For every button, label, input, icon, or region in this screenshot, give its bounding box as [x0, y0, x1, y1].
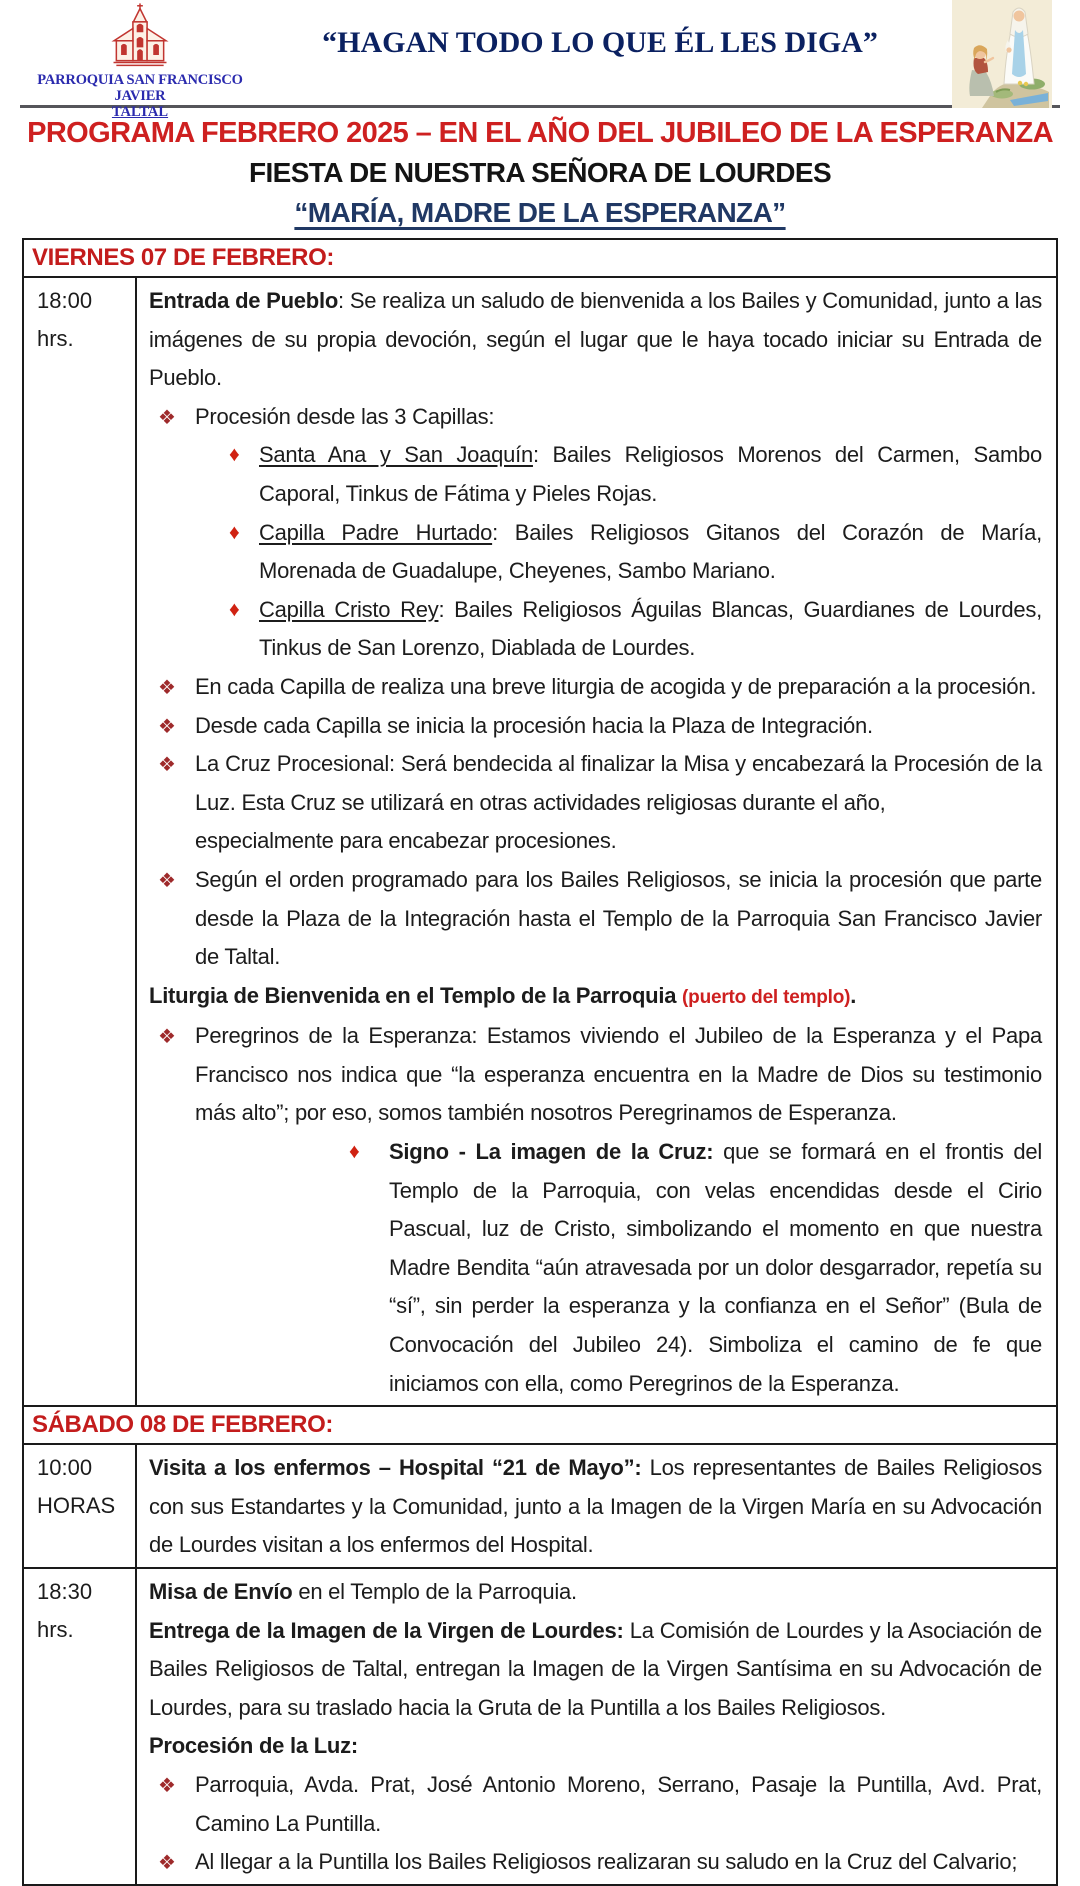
title-block: [0, 108, 1080, 233]
event-time-cell: [23, 1568, 136, 1885]
program-title: PROGRAMA FEBRERO 2025 – EN EL AÑO DEL JUBILEO DE LA ESPERANZA: [27, 117, 1053, 149]
body-text: Parroquia, Avda. Prat, José Antonio Moreno, Serrano, Pasaje la Puntilla, Avd. Prat, Camino La Puntilla.: [195, 1771, 1042, 1836]
paragraph: [149, 1449, 1042, 1565]
event-content-cell: [136, 277, 1057, 1406]
event-content-cell: [136, 1568, 1057, 1885]
bold-text: Entrada de Pueblo: [149, 288, 339, 313]
paragraph: [149, 282, 1042, 398]
bullet-item: [149, 861, 1042, 977]
diamond-bullet-icon: ♦: [229, 443, 240, 467]
bold-text: Misa de Envío: [149, 1579, 293, 1604]
body-text: Al llegar a la Puntilla los Bailes Religiosos realizaran su saludo en la Cruz del Calvario;: [195, 1849, 1018, 1875]
parish-city: TALTAL: [111, 104, 169, 120]
church-icon: [111, 2, 169, 72]
underlined-text: Santa Ana y San Joaquín: [259, 442, 533, 468]
schedule-body: [23, 239, 1057, 1885]
diamond-bullet-icon: ♦: [229, 520, 240, 544]
body-text: Peregrinos de la Esperanza: Estamos viviendo el Jubileo de la Esperanza y el Papa Francisco nos indica que “la esperanza encuentra en la Madre de Dios su testimonio más alto”; por eso, somos también nosotros Peregrinamos de Esperanza.: [195, 1023, 1042, 1126]
day-header-row: [23, 239, 1057, 277]
four-diamond-bullet-icon: ❖: [158, 715, 176, 738]
event-time-cell: [23, 1444, 136, 1568]
bold-text: Signo - La imagen de la Cruz:: [389, 1139, 714, 1165]
bullet-item: [149, 398, 1042, 437]
event-row: [23, 277, 1057, 1406]
four-diamond-bullet-icon: ❖: [158, 1852, 176, 1875]
day-header-row: [23, 1406, 1057, 1444]
bullet-item: [149, 1766, 1042, 1843]
event-row: [23, 1444, 1057, 1568]
diamond-bullet-icon: ♦: [349, 1140, 360, 1164]
body-text: que se formará en el frontis del Templo de la Parroquia, con velas encendidas desde el Cirio Pascual, luz de Cristo, simbolizando el momento en que nuestra Madre Bendita “aún atravesada por un dolor desgarrador, repetía su “sí”, sin perder la esperanza y la confianza en el Señor” (Bula de Convocación del Jubileo 24). Simboliza el camino de fe que iniciamos con ella, como Peregrinos de la Esperanza.: [389, 1139, 1042, 1396]
bullet-item: [149, 707, 1042, 746]
paragraph: [149, 1612, 1042, 1728]
four-diamond-bullet-icon: ❖: [158, 754, 176, 777]
body-text: : Se realiza un saludo de bienvenida a los Bailes y Comunidad, junto a las imágenes de su propia devoción, según el lugar que le haya tocado iniciar su Entrada de Pueblo.: [149, 288, 1042, 391]
underlined-text: Capilla Cristo Rey: [259, 596, 439, 622]
bold-text: Visita a los enfermos – Hospital “21 de Mayo”:: [149, 1455, 642, 1481]
event-time-line: 18:30: [37, 1579, 93, 1604]
red-note-text: (puerto del templo): [682, 986, 851, 1008]
underlined-text: Capilla Padre Hurtado: [259, 519, 493, 545]
body-text: Desde cada Capilla se inicia la procesión hacia la Plaza de Integración.: [195, 712, 873, 738]
bullet-item: [149, 436, 1042, 513]
four-diamond-bullet-icon: ❖: [158, 676, 176, 699]
body-text: Procesión desde las 3 Capillas:: [195, 403, 495, 429]
bold-text: .: [850, 982, 857, 1008]
bullet-item: [149, 514, 1042, 591]
four-diamond-bullet-icon: ❖: [158, 1026, 176, 1049]
four-diamond-bullet-icon: ❖: [158, 869, 176, 892]
diamond-bullet-icon: ♦: [229, 597, 240, 621]
bold-text: Entrega de la Imagen de la Virgen de Lourdes:: [149, 1617, 624, 1643]
bullet-item: [149, 668, 1042, 707]
body-text: : Bailes Religiosos Morenos del Carmen, Sambo Caporal, Tinkus de Fátima y Pieles Rojas.: [259, 442, 1042, 506]
body-text: en el Templo de la Parroquia.: [292, 1579, 577, 1604]
page-header: [20, 0, 1060, 120]
event-time-line: hrs.: [37, 326, 74, 351]
event-time-line: hrs.: [37, 1617, 74, 1642]
parish-logo-block: [20, 2, 260, 121]
bullet-item: [149, 1133, 1042, 1403]
body-text: : Bailes Religiosos Gitanos del Corazón de María, Morenada de Guadalupe, Cheyenes, Sambo Mariano.: [259, 519, 1042, 584]
event-content-cell: [136, 1444, 1057, 1568]
parish-name: PARROQUIA SAN FRANCISCO JAVIER: [37, 72, 243, 104]
four-diamond-bullet-icon: ❖: [158, 1774, 176, 1797]
bullet-item: [149, 1017, 1042, 1133]
body-text: : Bailes Religiosos Águilas Blancas, Guardianes de Lourdes, Tinkus de San Lorenzo, Diablada de Lourdes.: [259, 596, 1042, 661]
body-text: especialmente para encabezar procesiones.: [195, 828, 617, 854]
body-text: Los representantes de Bailes Religiosos con sus Estandartes y la Comunidad, junto a la Imagen de la Virgen María en su Advocación de Lourdes visitan a los enfermos del Hospital.: [149, 1455, 1042, 1558]
bold-text: Procesión de la Luz:: [149, 1733, 358, 1759]
day-header-label: VIERNES 07 DE FEBRERO:: [23, 239, 1057, 277]
lema-title: “MARÍA, MADRE DE LA ESPERANZA”: [294, 197, 786, 228]
bullet-item: [149, 1843, 1042, 1882]
paragraph: [149, 1573, 1042, 1612]
motto-text: “HAGAN TODO LO QUE ÉL LES DIGA”: [322, 26, 878, 59]
bullet-item: [149, 591, 1042, 668]
event-time-line: HORAS: [37, 1493, 116, 1519]
bold-text: Liturgia de Bienvenida en el Templo de la Parroquia: [149, 982, 683, 1008]
body-text: La Cruz Procesional: Será bendecida al finalizar la Misa y encabezará la Procesión de la Luz. Esta Cruz se utilizará en otras actividades religiosas durante el año,: [195, 751, 1042, 815]
bullet-item: [149, 745, 1042, 861]
event-time-line: 18:00: [37, 288, 93, 313]
our-lady-of-lourdes-image: [952, 0, 1052, 108]
paragraph: [149, 977, 1042, 1018]
body-text: En cada Capilla de realiza una breve liturgia de acogida y de preparación a la procesión.: [195, 673, 1037, 699]
body-text: Según el orden programado para los Bailes Religiosos, se inicia la procesión que parte desde la Plaza de la Integración hasta el Templo de la Parroquia San Francisco Javier de Taltal.: [195, 866, 1042, 970]
event-time-cell: [23, 277, 136, 1406]
fiesta-title: FIESTA DE NUESTRA SEÑORA DE LOURDES: [248, 157, 832, 188]
body-text: La Comisión de Lourdes y la Asociación de Bailes Religiosos de Taltal, entregan la Imagen de la Virgen Santísima en su Advocación de Lourdes, para su traslado hacia la Gruta de la Puntilla a los Bailes Religiosos.: [149, 1617, 1042, 1720]
event-time-line: 10:00: [37, 1455, 93, 1481]
schedule-table: [22, 238, 1058, 1886]
event-row: [23, 1568, 1057, 1885]
paragraph: [149, 1727, 1042, 1766]
four-diamond-bullet-icon: ❖: [158, 406, 176, 429]
day-header-label: SÁBADO 08 DE FEBRERO:: [23, 1406, 1057, 1444]
